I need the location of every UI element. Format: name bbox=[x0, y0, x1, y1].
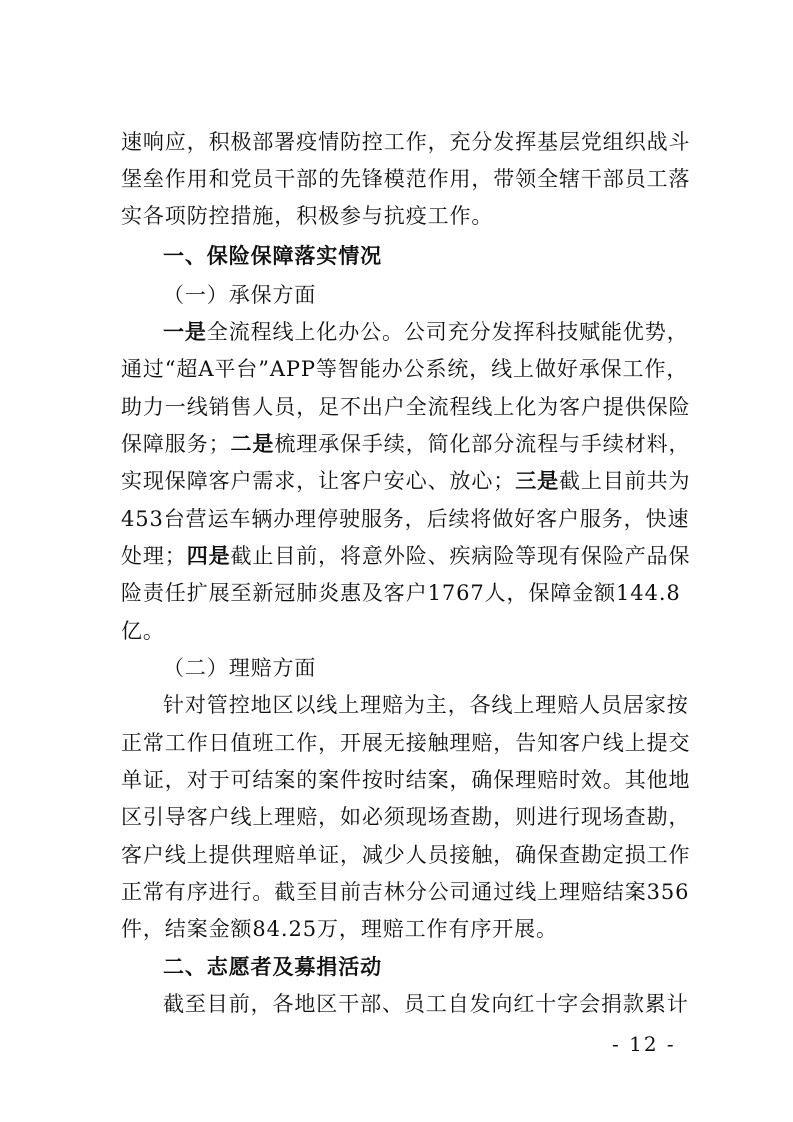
section-heading: 二、志愿者及募捐活动 bbox=[163, 955, 382, 979]
paragraph-line: 保障服务；二是梳理承保手续，简化部分流程与手续材料， bbox=[121, 432, 691, 456]
paragraph-line: 处理；四是截止目前，将意外险、疾病险等现有保险产品保 bbox=[121, 544, 691, 568]
paragraph-line: 453台营运车辆办理停驶服务，后续将做好客户服务，快速 bbox=[121, 507, 690, 531]
paragraph-line: 区引导客户线上理赔，如必须现场查勘，则进行现场查勘， bbox=[121, 805, 691, 829]
paragraph-line: 正常工作日值班工作，开展无接触理赔，告知客户线上提交 bbox=[121, 731, 691, 755]
subsection-heading: （一）承保方面 bbox=[163, 283, 317, 307]
paragraph-line: 件，结案金额84.25万，理赔工作有序开展。 bbox=[121, 917, 558, 941]
paragraph-line: 正常有序进行。截至目前吉林分公司通过线上理赔结案356 bbox=[121, 880, 690, 904]
paragraph-line: 实各项防控措施，积极参与抗疫工作。 bbox=[121, 204, 494, 228]
paragraph-line: 一是全流程线上化办公。公司充分发挥科技赋能优势， bbox=[163, 320, 689, 344]
paragraph-line: 通过“超A平台”APP等智能办公系统，线上做好承保工作， bbox=[121, 357, 689, 381]
paragraph-line: 客户线上提供理赔单证，减少人员接触，确保查勘定损工作 bbox=[121, 843, 691, 867]
paragraph-line: 实现保障客户需求，让客户安心、放心；三是截上目前共为 bbox=[121, 469, 691, 493]
emphasis-label: 四是 bbox=[186, 544, 231, 568]
paragraph-line: 险责任扩展至新冠肺炎惠及客户1767人，保障金额144.8 bbox=[121, 581, 681, 605]
paragraph-line: 针对管控地区以线上理赔为主，各线上理赔人员居家按 bbox=[163, 693, 689, 717]
page-number: - 12 - bbox=[612, 1032, 676, 1056]
paragraph-line: 堡垒作用和党员干部的先锋模范作用，带领全辖干部员工落 bbox=[121, 167, 691, 191]
subsection-heading: （二）理赔方面 bbox=[163, 656, 317, 680]
section-heading: 一、保险保障落实情况 bbox=[163, 244, 382, 268]
paragraph-line: 单证，对于可结案的案件按时结案，确保理赔时效。其他地 bbox=[121, 768, 691, 792]
paragraph-line: 亿。 bbox=[121, 619, 165, 643]
paragraph-line: 助力一线销售人员，足不出户全流程线上化为客户提供保险 bbox=[121, 395, 691, 419]
emphasis-label: 三是 bbox=[515, 469, 560, 493]
emphasis-label: 二是 bbox=[230, 432, 275, 456]
paragraph-line: 截至目前，各地区干部、员工自发向红十字会捐款累计 bbox=[163, 992, 689, 1016]
paragraph-line: 速响应，积极部署疫情防控工作，充分发挥基层党组织战斗 bbox=[121, 130, 691, 154]
emphasis-label: 一是 bbox=[163, 320, 207, 344]
